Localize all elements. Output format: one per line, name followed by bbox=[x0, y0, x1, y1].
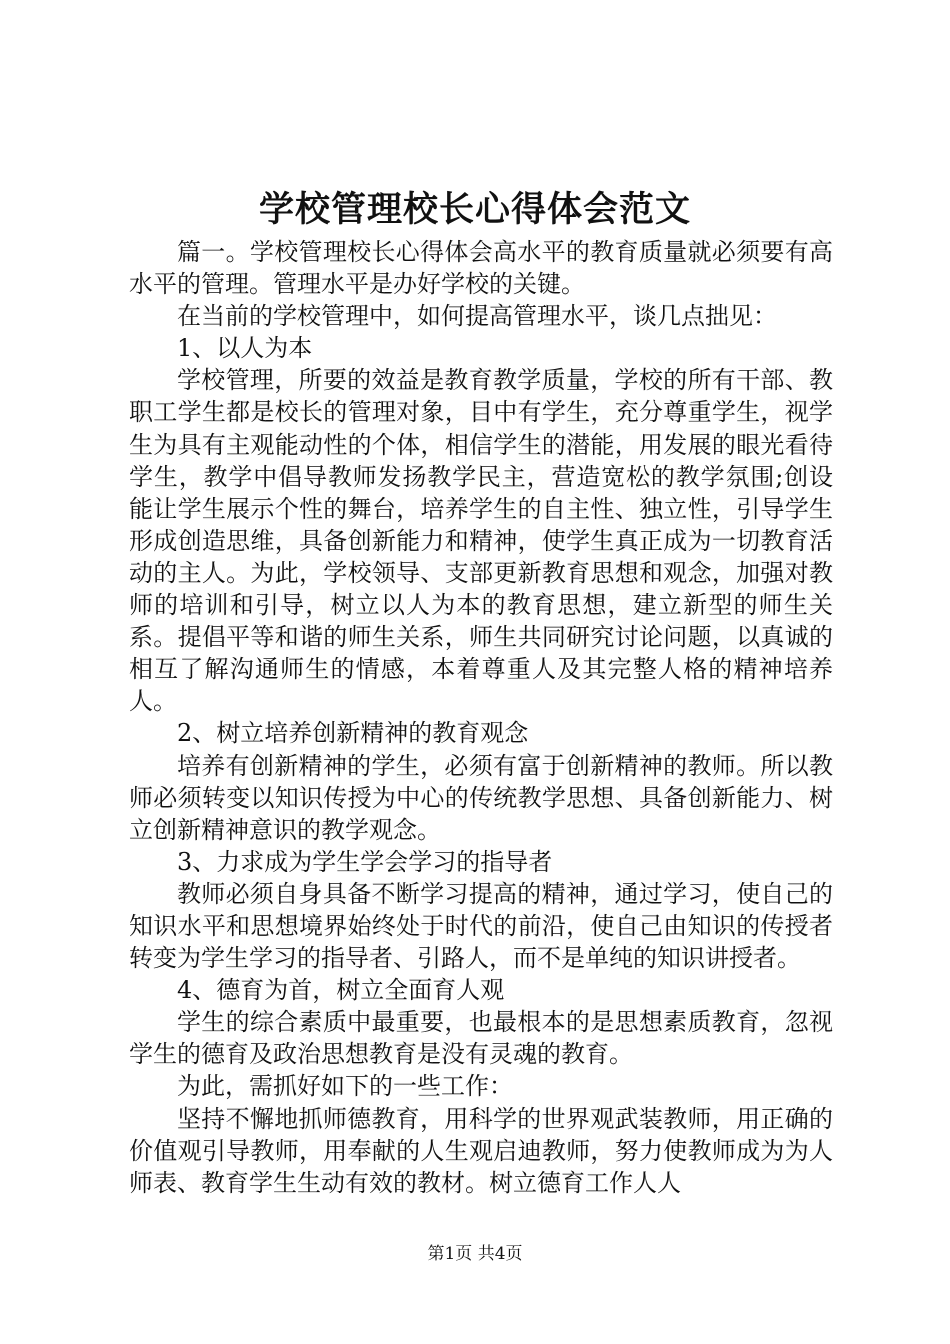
section-body-4: 学生的综合素质中最重要，也最根本的是思想素质教育，忽视学生的德育及政治思想教育是没有灵魂的教育。 bbox=[129, 1008, 833, 1069]
lead-in-paragraph: 在当前的学校管理中，如何提高管理水平，谈几点拙见： bbox=[177, 302, 777, 331]
section-body-4-detail: 坚持不懈地抓师德教育，用科学的世界观武装教师，用正确的价值观引导教师，用奉献的人生观启迪教师，努力使教师成为为人师表、教育学生生动有效的教材。树立德育工作人人 bbox=[129, 1104, 833, 1197]
section-heading-4: 4、德育为首，树立全面育人观 bbox=[177, 976, 505, 1005]
document-title: 学校管理校长心得体会范文 bbox=[258, 189, 691, 230]
section-body-3: 教师必须自身具备不断学习提高的精神，通过学习，使自己的知识水平和思想境界始终处于时代的前沿，使自己由知识的传授者转变为学生学习的指导者、引路人，而不是单纯的知识讲授者。 bbox=[129, 879, 833, 973]
intro-paragraph: 篇一。学校管理校长心得体会高水平的教育质量就必须要有高水平的管理。管理水平是办好学校的关键。 bbox=[129, 238, 833, 299]
section-body-4-lead: 为此，需抓好如下的一些工作： bbox=[177, 1072, 513, 1101]
page-footer: 第1页 共4页 bbox=[427, 1244, 523, 1264]
section-body-2: 培养有创新精神的学生，必须有富于创新精神的教师。所以教师必须转变以知识传授为中心的传统教学思想、具备创新能力、树立创新精神意识的教学观念。 bbox=[129, 751, 833, 844]
section-body-1: 学校管理，所要的效益是教育教学质量，学校的所有干部、教职工学生都是校长的管理对象，目中有学生，充分尊重学生，视学生为具有主观能动性的个体，相信学生的潜能，用发展的眼光看待学生，教学中倡导教师发扬教学民主，营造宽松的教学氛围;创设能让学生展示个性的舞台，培养学生的自主性、独立性，引导学生形成创造思维，具备创新能力和精神，使学生真正成为一切教育活动的主人。为此，学校领导、支部更新教育思想和观念，加强对教师的培训和引导，树立以人为本的教育思想，建立新型的师生关系。提倡平等和谐的师生关系，师生共同研究讨论问题，以真诚的相互了解沟通师生的情感，本着尊重人及其完整人格的精神培养人。 bbox=[129, 366, 833, 716]
document-body bbox=[129, 236, 833, 1199]
section-heading-3: 3、力求成为学生学会学习的指导者 bbox=[177, 847, 553, 876]
section-heading-2: 2、树立培养创新精神的教育观念 bbox=[177, 719, 529, 748]
section-heading-1: 1、以人为本 bbox=[177, 334, 313, 363]
